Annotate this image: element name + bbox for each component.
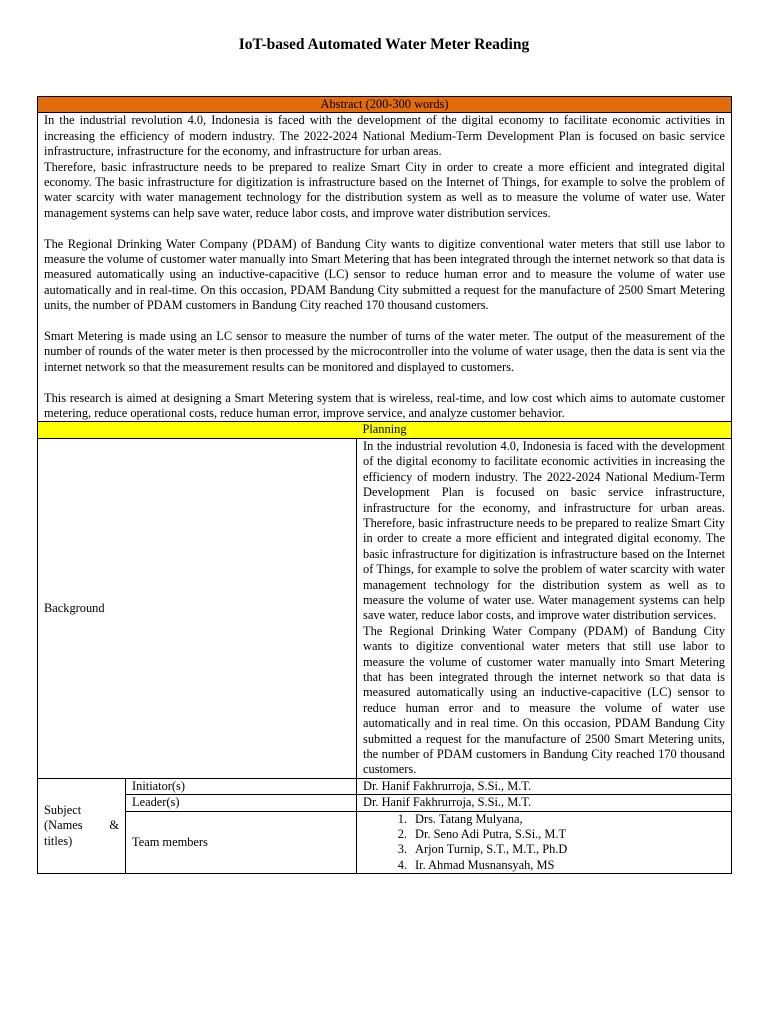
abstract-paragraph: The Regional Drinking Water Company (PDAM) of Bandung City wants to digitize conventional water meters that still use labor to measure the volume of customer water manually into Smart Metering that has been integrated through the internet network so that data is measured automatically using an inductive-capacitive (LC) sensor to reduce human error and to measure the volume of water use automatically and in real-time. On this occasion, PDAM Bandung City submitted a request for the manufacture of 2500 Smart Metering units, the number of PDAM customers in Bandung City reached 170 thousand customers.: [44, 236, 726, 313]
subject-label-word: &: [109, 818, 119, 833]
team-members-list: [363, 812, 725, 874]
list-item-number: 3.: [397, 842, 407, 857]
leader-row: [38, 795, 732, 811]
proposal-table: [37, 96, 732, 874]
list-item-number: 4.: [397, 857, 407, 872]
background-paragraph: The Regional Drinking Water Company (PDAM) of Bandung City wants to digitize conventional water meters that still use labor to measure the volume of customer water manually into Smart Metering that has been integrated through the internet network so that data is measured automatically using an inductive-capacitive (LC) sensor to reduce human error and to measure the volume of water use automatically and in real time. On this occasion, PDAM Bandung City submitted a request for the manufacture of 2500 Smart Metering units, the number of PDAM customers in Bandung City reached 170 thousand customers.: [363, 623, 726, 777]
abstract-paragraph: This research is aimed at designing a Smart Metering system that is wireless, real-time, and low cost which aims to automate customer metering, reduce operational costs, reduce human error, improve service, and analyze customer behavior.: [44, 390, 726, 421]
subject-label-line: titles): [44, 833, 73, 848]
list-item: [363, 812, 725, 827]
background-text: [357, 438, 732, 778]
list-item: [363, 858, 725, 873]
initiator-label: Initiator(s): [126, 778, 357, 794]
abstract-text: [38, 113, 732, 422]
abstract-paragraph: Therefore, basic infrastructure needs to be prepared to realize Smart City in order to create a more efficient and integrated digital economy. The basic infrastructure for digitization is infrastructure based on the Internet of Things, for example to solve the problem of water scarcity with water management technology for the distribution system as well as to measure the volume of water use. Water management systems can help save water, reduce labor costs, and improve water distribution services.: [44, 159, 726, 220]
abstract-paragraph: Smart Metering is made using an LC sensor to measure the number of turns of the water meter. The output of the measurement of the number of rounds of the water meter is then processed by the microcontroller into the volume of water usage, then the data is sent via the internet network so that the measurement results can be monitored and displayed to customers.: [44, 329, 726, 374]
team-members-cell: [357, 811, 732, 874]
planning-header-row: [38, 422, 732, 438]
leader-label: Leader(s): [126, 795, 357, 811]
subject-label-line: Subject: [44, 802, 82, 817]
team-row: [38, 811, 732, 874]
background-row: [38, 438, 732, 778]
team-member-name: Arjon Turnip, S.T., M.T., Ph.D: [415, 842, 568, 857]
team-label: Team members: [126, 811, 357, 874]
leader-value: Dr. Hanif Fakhrurroja, S.Si., M.T.: [357, 795, 732, 811]
initiator-value: Dr. Hanif Fakhrurroja, S.Si., M.T.: [357, 778, 732, 794]
background-label: Background: [38, 438, 357, 778]
list-item: [363, 842, 725, 857]
subject-label-line: [44, 818, 119, 833]
team-member-name: Drs. Tatang Mulyana,: [415, 811, 523, 826]
subject-label-word: (Names: [44, 818, 83, 833]
list-item-number: 1.: [397, 811, 407, 826]
document-title: IoT-based Automated Water Meter Reading: [238, 36, 530, 53]
background-paragraph: In the industrial revolution 4.0, Indonesia is faced with the development of the digital economy to facilitate economic activities in increasing the efficiency of modern industry. The 2022-2024 National Medium-Term Development Plan is focused on basic service infrastructure, infrastructure for the economy, and infrastructure for urban areas. Therefore, basic infrastructure needs to be prepared to realize Smart City in order to create a more efficient and integrated digital economy. The basic infrastructure for digitization is infrastructure based on the Internet of Things, for example to solve the problem of water scarcity with water management technology for the distribution system as well as to measure the volume of water use. Water management systems can help save water, reduce labor costs, and improve water distribution services.: [363, 438, 726, 623]
abstract-body-row: [38, 113, 732, 422]
team-member-name: Ir. Ahmad Musnansyah, MS: [415, 857, 555, 872]
list-item-number: 2.: [397, 827, 407, 842]
team-member-name: Dr. Seno Adi Putra, S.Si., M.T: [415, 827, 567, 842]
initiator-row: [38, 778, 732, 794]
abstract-header: Abstract (200-300 words): [38, 97, 732, 113]
list-item: [363, 827, 725, 842]
abstract-header-row: [38, 97, 732, 113]
subject-label: [38, 778, 126, 873]
planning-header: Planning: [38, 422, 732, 438]
abstract-paragraph: In the industrial revolution 4.0, Indonesia is faced with the development of the digital economy to facilitate economic activities in increasing the efficiency of modern industry. The 2022-2024 National Medium-Term Development Plan is focused on basic service infrastructure, infrastructure for the economy, and infrastructure for urban areas.: [44, 113, 726, 159]
